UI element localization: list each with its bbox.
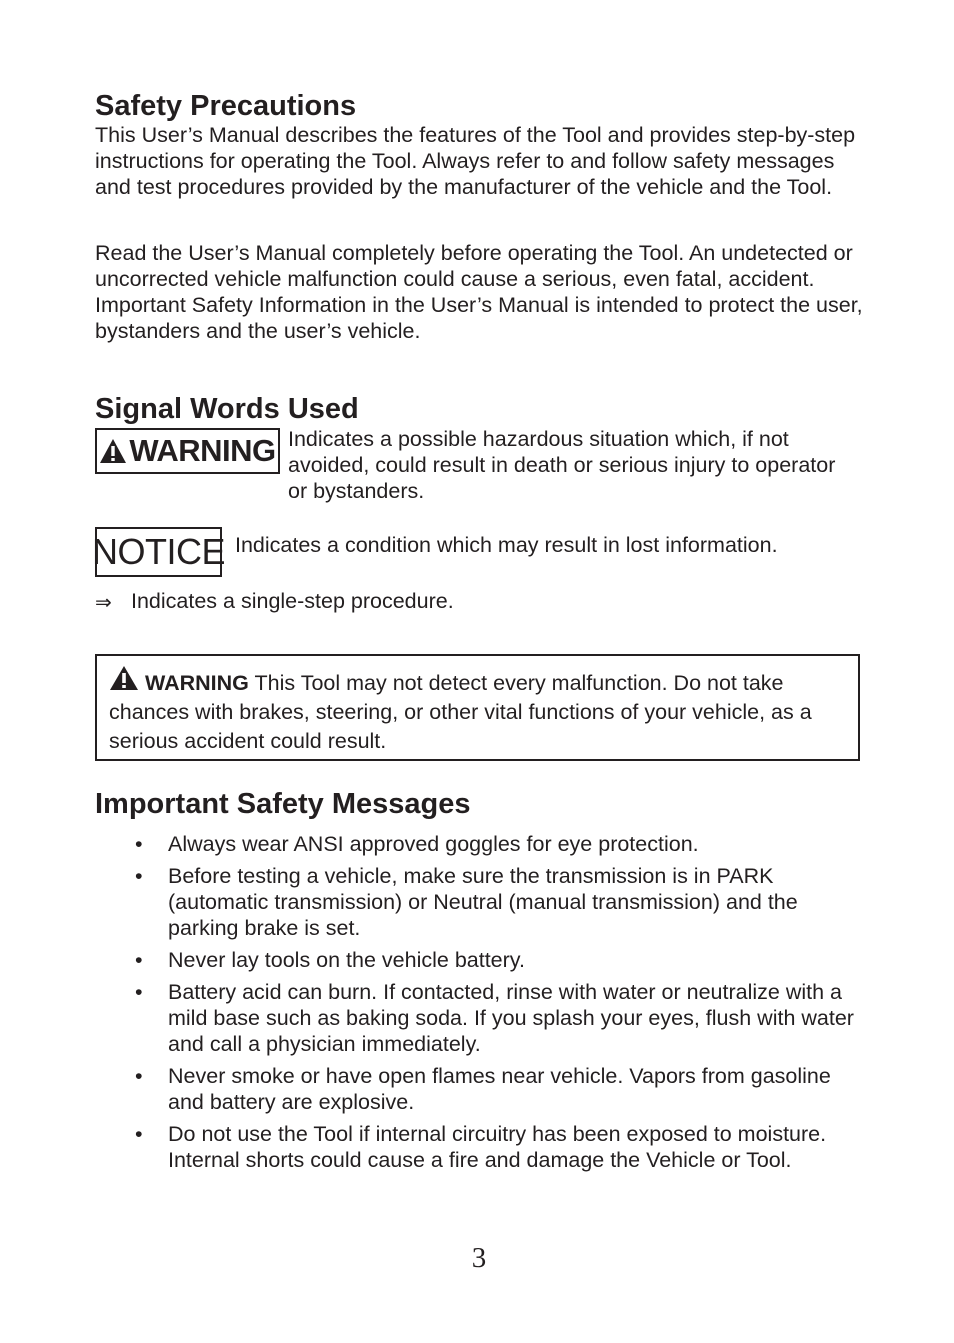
warning-triangle-icon <box>99 438 127 464</box>
warning-triangle-icon <box>109 665 139 691</box>
list-item <box>95 1063 865 1115</box>
page-number: 3 <box>471 1242 487 1274</box>
signal-words-heading: Signal Words Used <box>95 393 359 425</box>
bullet: • <box>135 864 143 888</box>
notice-signal-description: Indicates a condition which may result in lost information. <box>235 533 778 557</box>
warning-signal-label: WARNING <box>129 433 276 468</box>
list-item <box>95 979 865 1057</box>
safety-messages-list <box>95 831 865 1179</box>
warning-box-text <box>109 665 848 756</box>
arrow-right-icon: ⇒ <box>95 592 112 614</box>
list-item <box>95 831 865 857</box>
important-safety-messages-heading: Important Safety Messages <box>95 788 471 820</box>
notice-signal-badge <box>92 527 226 577</box>
single-step-description: Indicates a single-step procedure. <box>131 589 454 613</box>
bullet: • <box>135 1122 143 1146</box>
list-item-text: Never lay tools on the vehicle battery. <box>168 948 525 972</box>
warning-box <box>95 654 860 761</box>
list-item-text: Always wear ANSI approved goggles for eye protection. <box>168 832 699 856</box>
list-item-text: Battery acid can burn. If contacted, rinse with water or neutralize with a mild base such as baking soda. If you splash your eyes, flush with water and call a physician immediately. <box>168 980 854 1056</box>
safety-precautions-heading: Safety Precautions <box>95 90 357 122</box>
bullet: • <box>135 832 143 856</box>
bullet: • <box>135 948 143 972</box>
list-item-text: Never smoke or have open flames near vehicle. Vapors from gasoline and battery are explosive. <box>168 1064 831 1114</box>
safety-paragraph-2: Read the User’s Manual completely before operating the Tool. An undetected or uncorrected vehicle malfunction could cause a serious, even fatal, accident. Important Safety Information in the User’s Manual is intended to protect the user, bystanders and the user’s vehicle. <box>95 241 863 343</box>
warning-box-lead: WARNING <box>145 671 249 695</box>
warning-box-body: This Tool may not detect every malfunction. Do not take chances with brakes, steering, or other vital functions of your vehicle, as a serious accident could result. <box>109 671 812 753</box>
list-item-text: Before testing a vehicle, make sure the transmission is in PARK (automatic transmission) or Neutral (manual transmission) and the parking brake is set. <box>168 864 798 940</box>
bullet: • <box>135 980 143 1004</box>
list-item <box>95 863 865 941</box>
safety-paragraph-1: This User’s Manual describes the features of the Tool and provides step-by-step instructions for operating the Tool. Always refer to and follow safety messages and test procedures provided by the manufacturer of the vehicle and the Tool. <box>95 123 856 199</box>
notice-signal-label: NOTICE <box>92 531 226 572</box>
warning-signal-badge <box>95 428 280 474</box>
list-item-text: Do not use the Tool if internal circuitry has been exposed to moisture. Internal shorts could cause a fire and damage the Vehicle or Tool. <box>168 1122 827 1172</box>
list-item <box>95 1121 865 1173</box>
warning-signal-description: Indicates a possible hazardous situation which, if not avoided, could result in death or serious injury to operator or bystanders. <box>288 427 836 503</box>
bullet: • <box>135 1064 143 1088</box>
list-item <box>95 947 865 973</box>
